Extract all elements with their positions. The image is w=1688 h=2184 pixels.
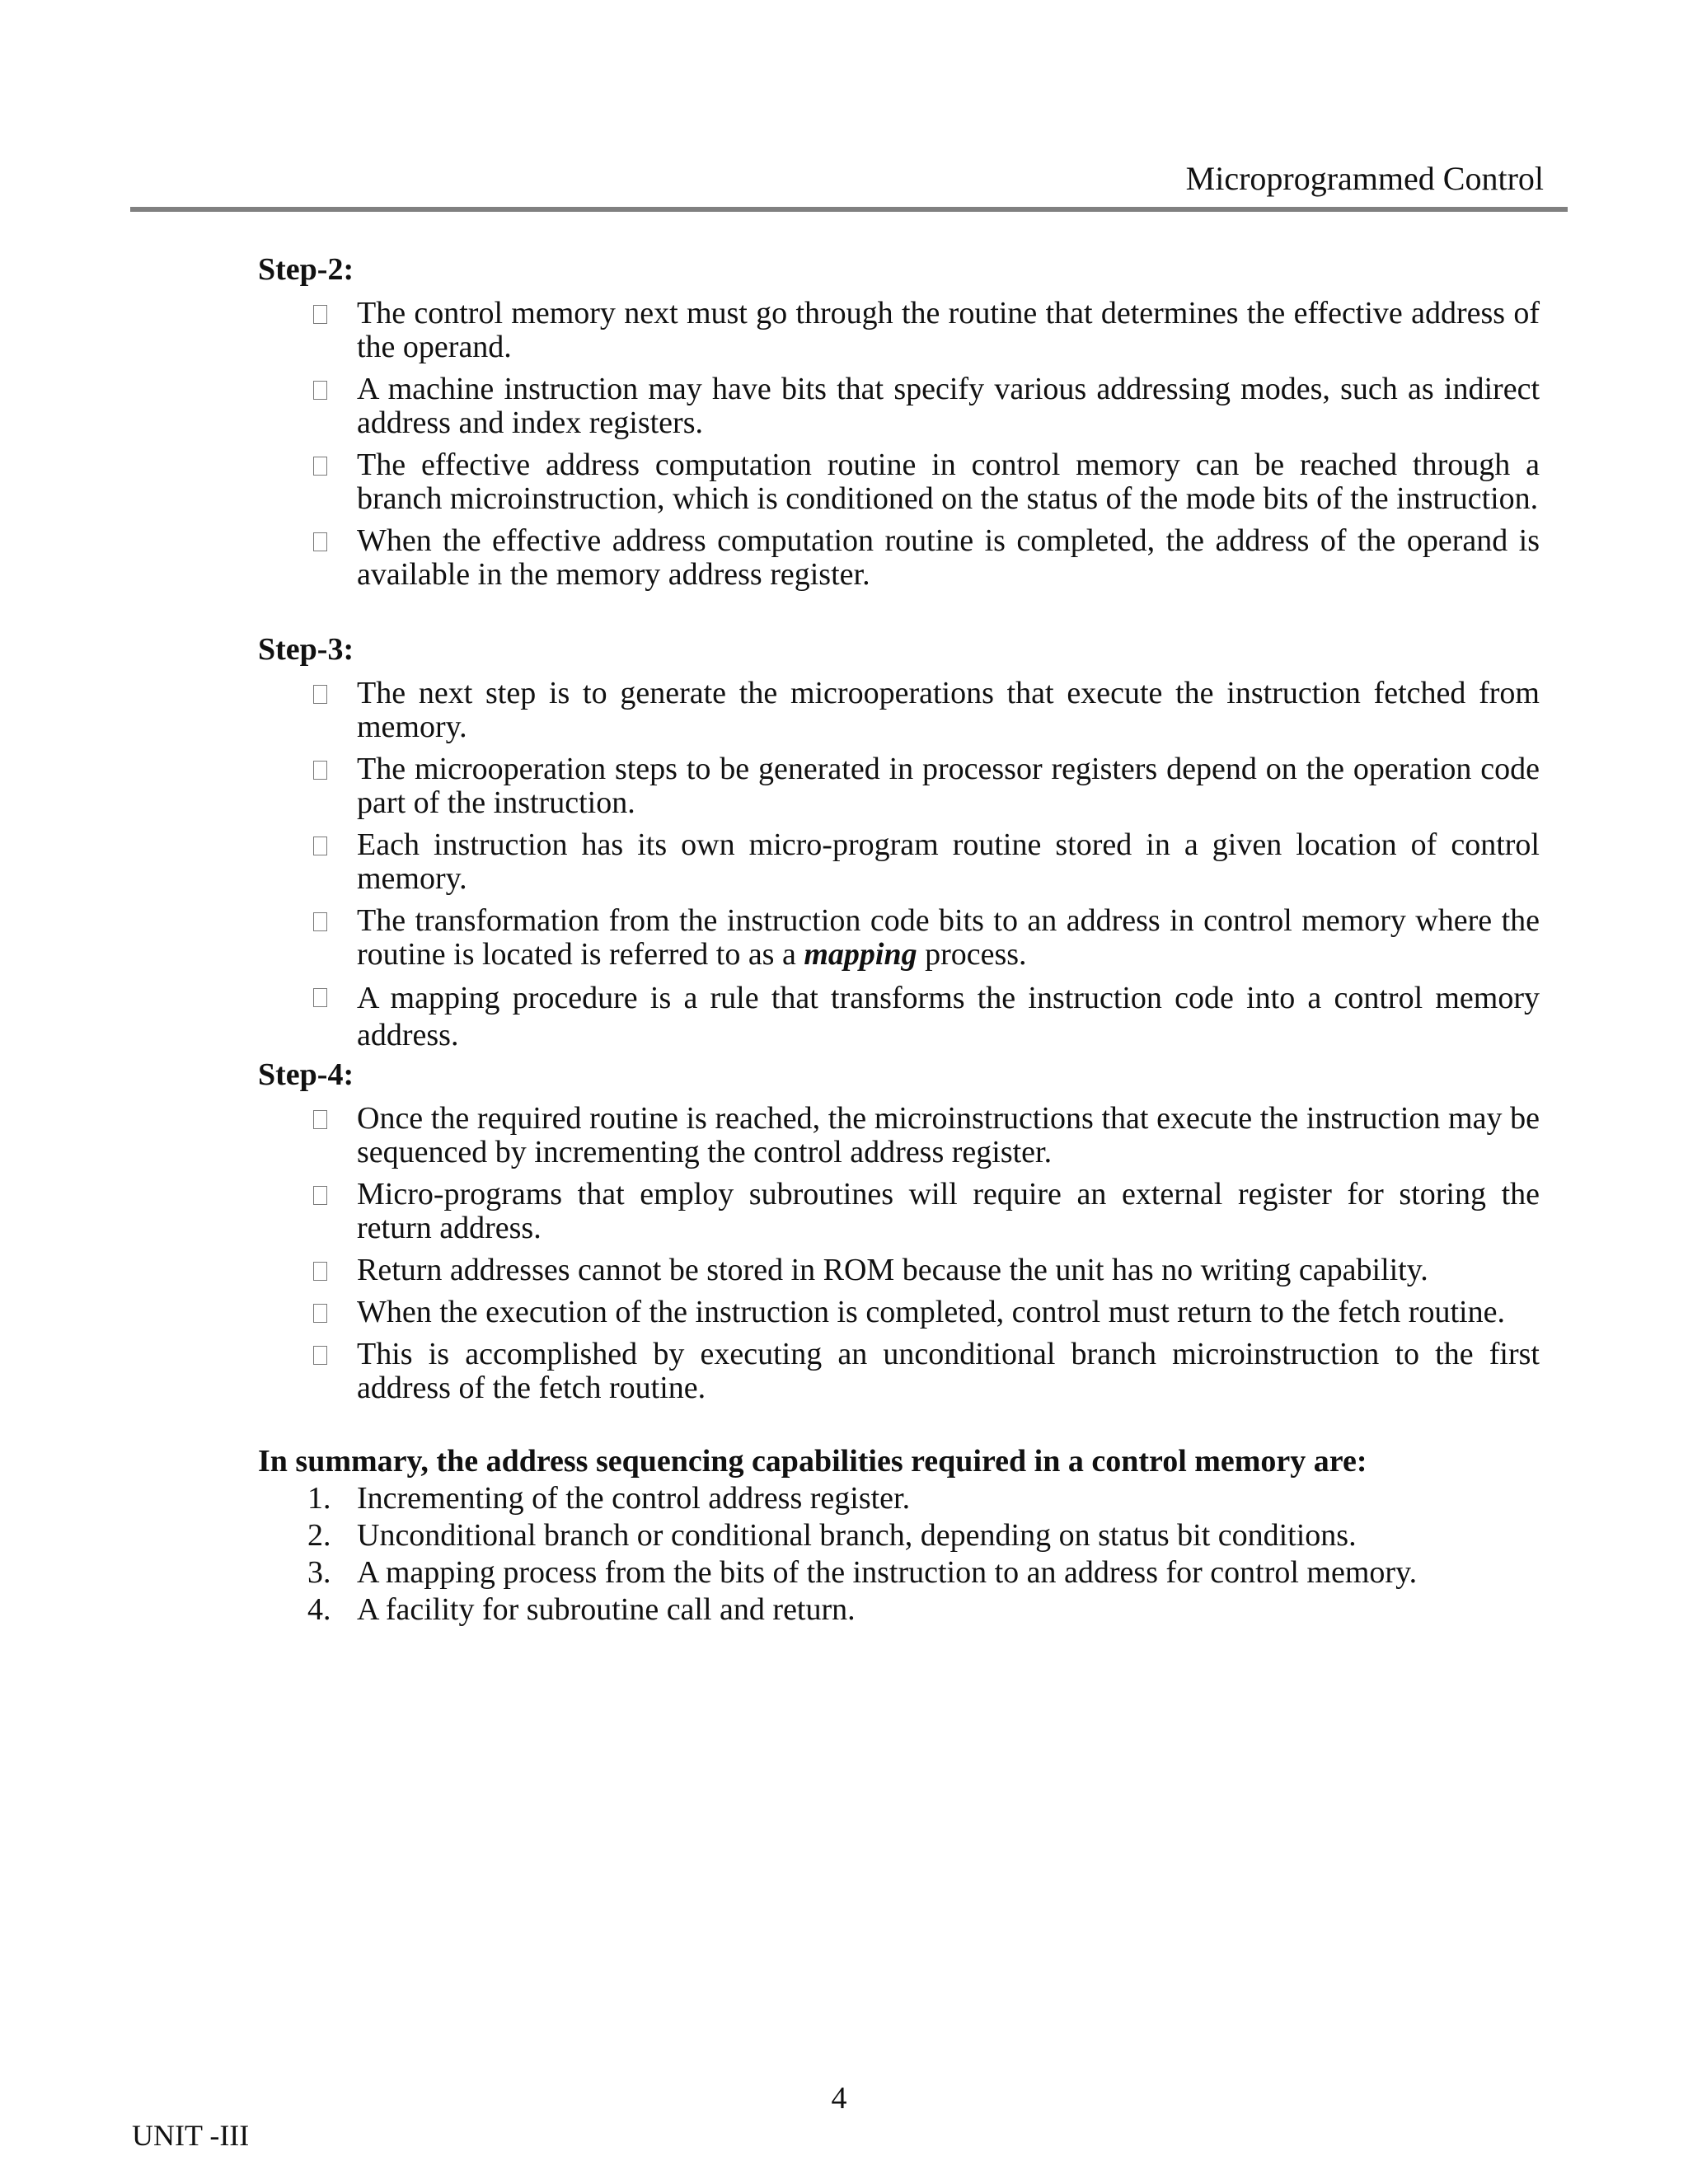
list-item bbox=[258, 373, 1540, 440]
bullet-box-icon bbox=[313, 912, 327, 931]
list-item bbox=[258, 752, 1540, 820]
bullet-box-icon bbox=[313, 685, 327, 704]
list-item-text: Incrementing of the control address register. bbox=[357, 1481, 911, 1516]
list-item bbox=[258, 1338, 1540, 1405]
list-item bbox=[258, 1519, 1540, 1553]
summary-heading: In summary, the address sequencing capabilities required in a control memory are: bbox=[258, 1444, 1367, 1479]
mapping-term: mapping bbox=[804, 937, 917, 972]
list-item bbox=[258, 1296, 1540, 1329]
list-item bbox=[258, 1556, 1540, 1590]
list-item-text: A mapping procedure is a rule that transforms the instruction code into a control memory address. bbox=[357, 981, 1540, 1052]
bullet-box-icon bbox=[313, 1304, 327, 1323]
list-item bbox=[258, 1482, 1540, 1516]
list-item-text: The microoperation steps to be generated in processor registers depend on the operation code part of the instruction. bbox=[357, 752, 1540, 820]
list-item bbox=[258, 980, 1540, 1054]
step-4-heading: Step-4: bbox=[258, 1057, 354, 1092]
list-item-text: A facility for subroutine call and return. bbox=[357, 1592, 856, 1627]
list-item-text: A machine instruction may have bits that specify various addressing modes, such as indirect address and index registers. bbox=[357, 372, 1540, 440]
bullet-box-icon bbox=[313, 457, 327, 476]
running-header: Microprogrammed Control bbox=[1185, 160, 1544, 197]
bullet-box-icon bbox=[313, 305, 327, 324]
list-item-text: Each instruction has its own micro-program routine stored in a given location of control memory. bbox=[357, 827, 1540, 896]
list-item-text: Unconditional branch or conditional branch, depending on status bit conditions. bbox=[357, 1518, 1357, 1553]
step-4-list bbox=[258, 1102, 1540, 1405]
list-item bbox=[258, 297, 1540, 364]
list-item bbox=[258, 1102, 1540, 1169]
list-item bbox=[258, 904, 1540, 972]
step-3-list bbox=[258, 677, 1540, 1054]
bullet-box-icon bbox=[313, 1186, 327, 1205]
bullet-box-icon bbox=[313, 761, 327, 780]
list-item-text: Once the required routine is reached, the microinstructions that execute the instruction may be sequenced by incrementing the control address register. bbox=[357, 1101, 1540, 1169]
list-item-text: When the effective address computation routine is completed, the address of the operand is available in the memory address register. bbox=[357, 523, 1540, 592]
list-item-text: This is accomplished by executing an unconditional branch microinstruction to the first address of the fetch routine. bbox=[357, 1337, 1540, 1405]
bullet-box-icon bbox=[313, 1262, 327, 1281]
bullet-box-icon bbox=[313, 988, 327, 1007]
bullet-box-icon bbox=[313, 1110, 327, 1129]
list-item-text-before: The transformation from the instruction code bits to an address in control memory where the routine is located is referred to as a bbox=[357, 903, 1540, 972]
list-item-text: The effective address computation routine in control memory can be reached through a branch microinstruction, which is conditioned on the status of the mode bits of the instruction. bbox=[357, 448, 1540, 516]
list-item-text: The next step is to generate the microoperations that execute the instruction fetched from memory. bbox=[357, 676, 1540, 744]
document-body bbox=[258, 249, 1540, 1630]
header-rule bbox=[130, 207, 1568, 212]
list-item bbox=[258, 1178, 1540, 1245]
list-item-text: Micro-programs that employ subroutines will require an external register for storing the return address. bbox=[357, 1177, 1540, 1245]
list-item-text: The control memory next must go through the routine that determines the effective address of the operand. bbox=[357, 296, 1540, 364]
bullet-box-icon bbox=[313, 381, 327, 400]
step-3-heading: Step-3: bbox=[258, 632, 354, 667]
footer-unit-label: UNIT -III bbox=[132, 2119, 250, 2152]
list-item bbox=[258, 677, 1540, 744]
list-item bbox=[258, 524, 1540, 592]
bullet-box-icon bbox=[313, 1346, 327, 1365]
list-item-text: When the execution of the instruction is completed, control must return to the fetch routine. bbox=[357, 1295, 1505, 1329]
list-item-text: A mapping process from the bits of the instruction to an address for control memory. bbox=[357, 1555, 1418, 1590]
list-item bbox=[258, 828, 1540, 896]
step-2-heading: Step-2: bbox=[258, 252, 354, 287]
list-item-text-after: process. bbox=[917, 937, 1027, 972]
list-item bbox=[258, 1254, 1540, 1287]
bullet-box-icon bbox=[313, 837, 327, 855]
list-number: 2. bbox=[307, 1518, 331, 1553]
list-number: 3. bbox=[307, 1555, 331, 1590]
step-2-list bbox=[258, 297, 1540, 592]
summary-list bbox=[258, 1482, 1540, 1627]
list-number: 1. bbox=[307, 1481, 331, 1516]
page-number: 4 bbox=[831, 2081, 847, 2116]
list-item-text: Return addresses cannot be stored in ROM because the unit has no writing capability. bbox=[357, 1253, 1428, 1287]
bullet-box-icon bbox=[313, 532, 327, 551]
list-item bbox=[258, 1593, 1540, 1627]
list-item bbox=[258, 448, 1540, 516]
list-number: 4. bbox=[307, 1592, 331, 1627]
